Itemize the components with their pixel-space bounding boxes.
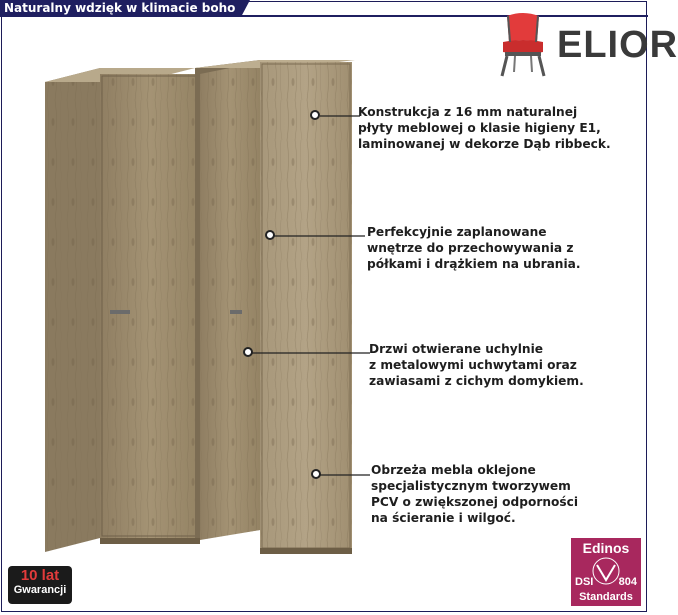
chair-icon [493,12,553,78]
callout-dot [311,469,321,479]
certificate-badge [571,538,641,606]
warranty-years: 10 lat [20,567,60,584]
certificate-code-left: DSI [575,576,594,588]
callout-dot [265,230,275,240]
feature-text-2: Perfekcyjnie zaplanowane wnętrze do przechowywania z półkami i drążkiem na ubrania. [367,225,581,271]
certificate-standards: Standards [579,591,633,603]
corner-wardrobe-image [45,60,355,560]
feature-text-4: Obrzeża mebla oklejone specjalistycznym tworzywem PCV o zwiększonej odporności na ścieranie i wilgoć. [371,463,579,525]
warranty-label: Gwarancji [13,584,67,596]
brand-logo [493,12,678,78]
page-title: Naturalny wdzięk w klimacie boho [0,0,241,17]
brand-name: ELIOR [557,24,678,66]
certificate-title: Edinos [582,540,630,556]
feature-text-1: Konstrukcja z 16 mm naturalnej płyty meblowej o klasie higieny E1, laminowanej w dekorze Dąb ribbeck. [358,105,611,151]
callout-dot [243,347,253,357]
warranty-badge [8,566,72,604]
certificate-code-right: 804 [618,576,637,588]
feature-text-3: Drzwi otwierane uchylnie z metalowymi uchwytami oraz zawiasami z cichym domykiem. [369,342,584,388]
callout-dot [310,110,320,120]
